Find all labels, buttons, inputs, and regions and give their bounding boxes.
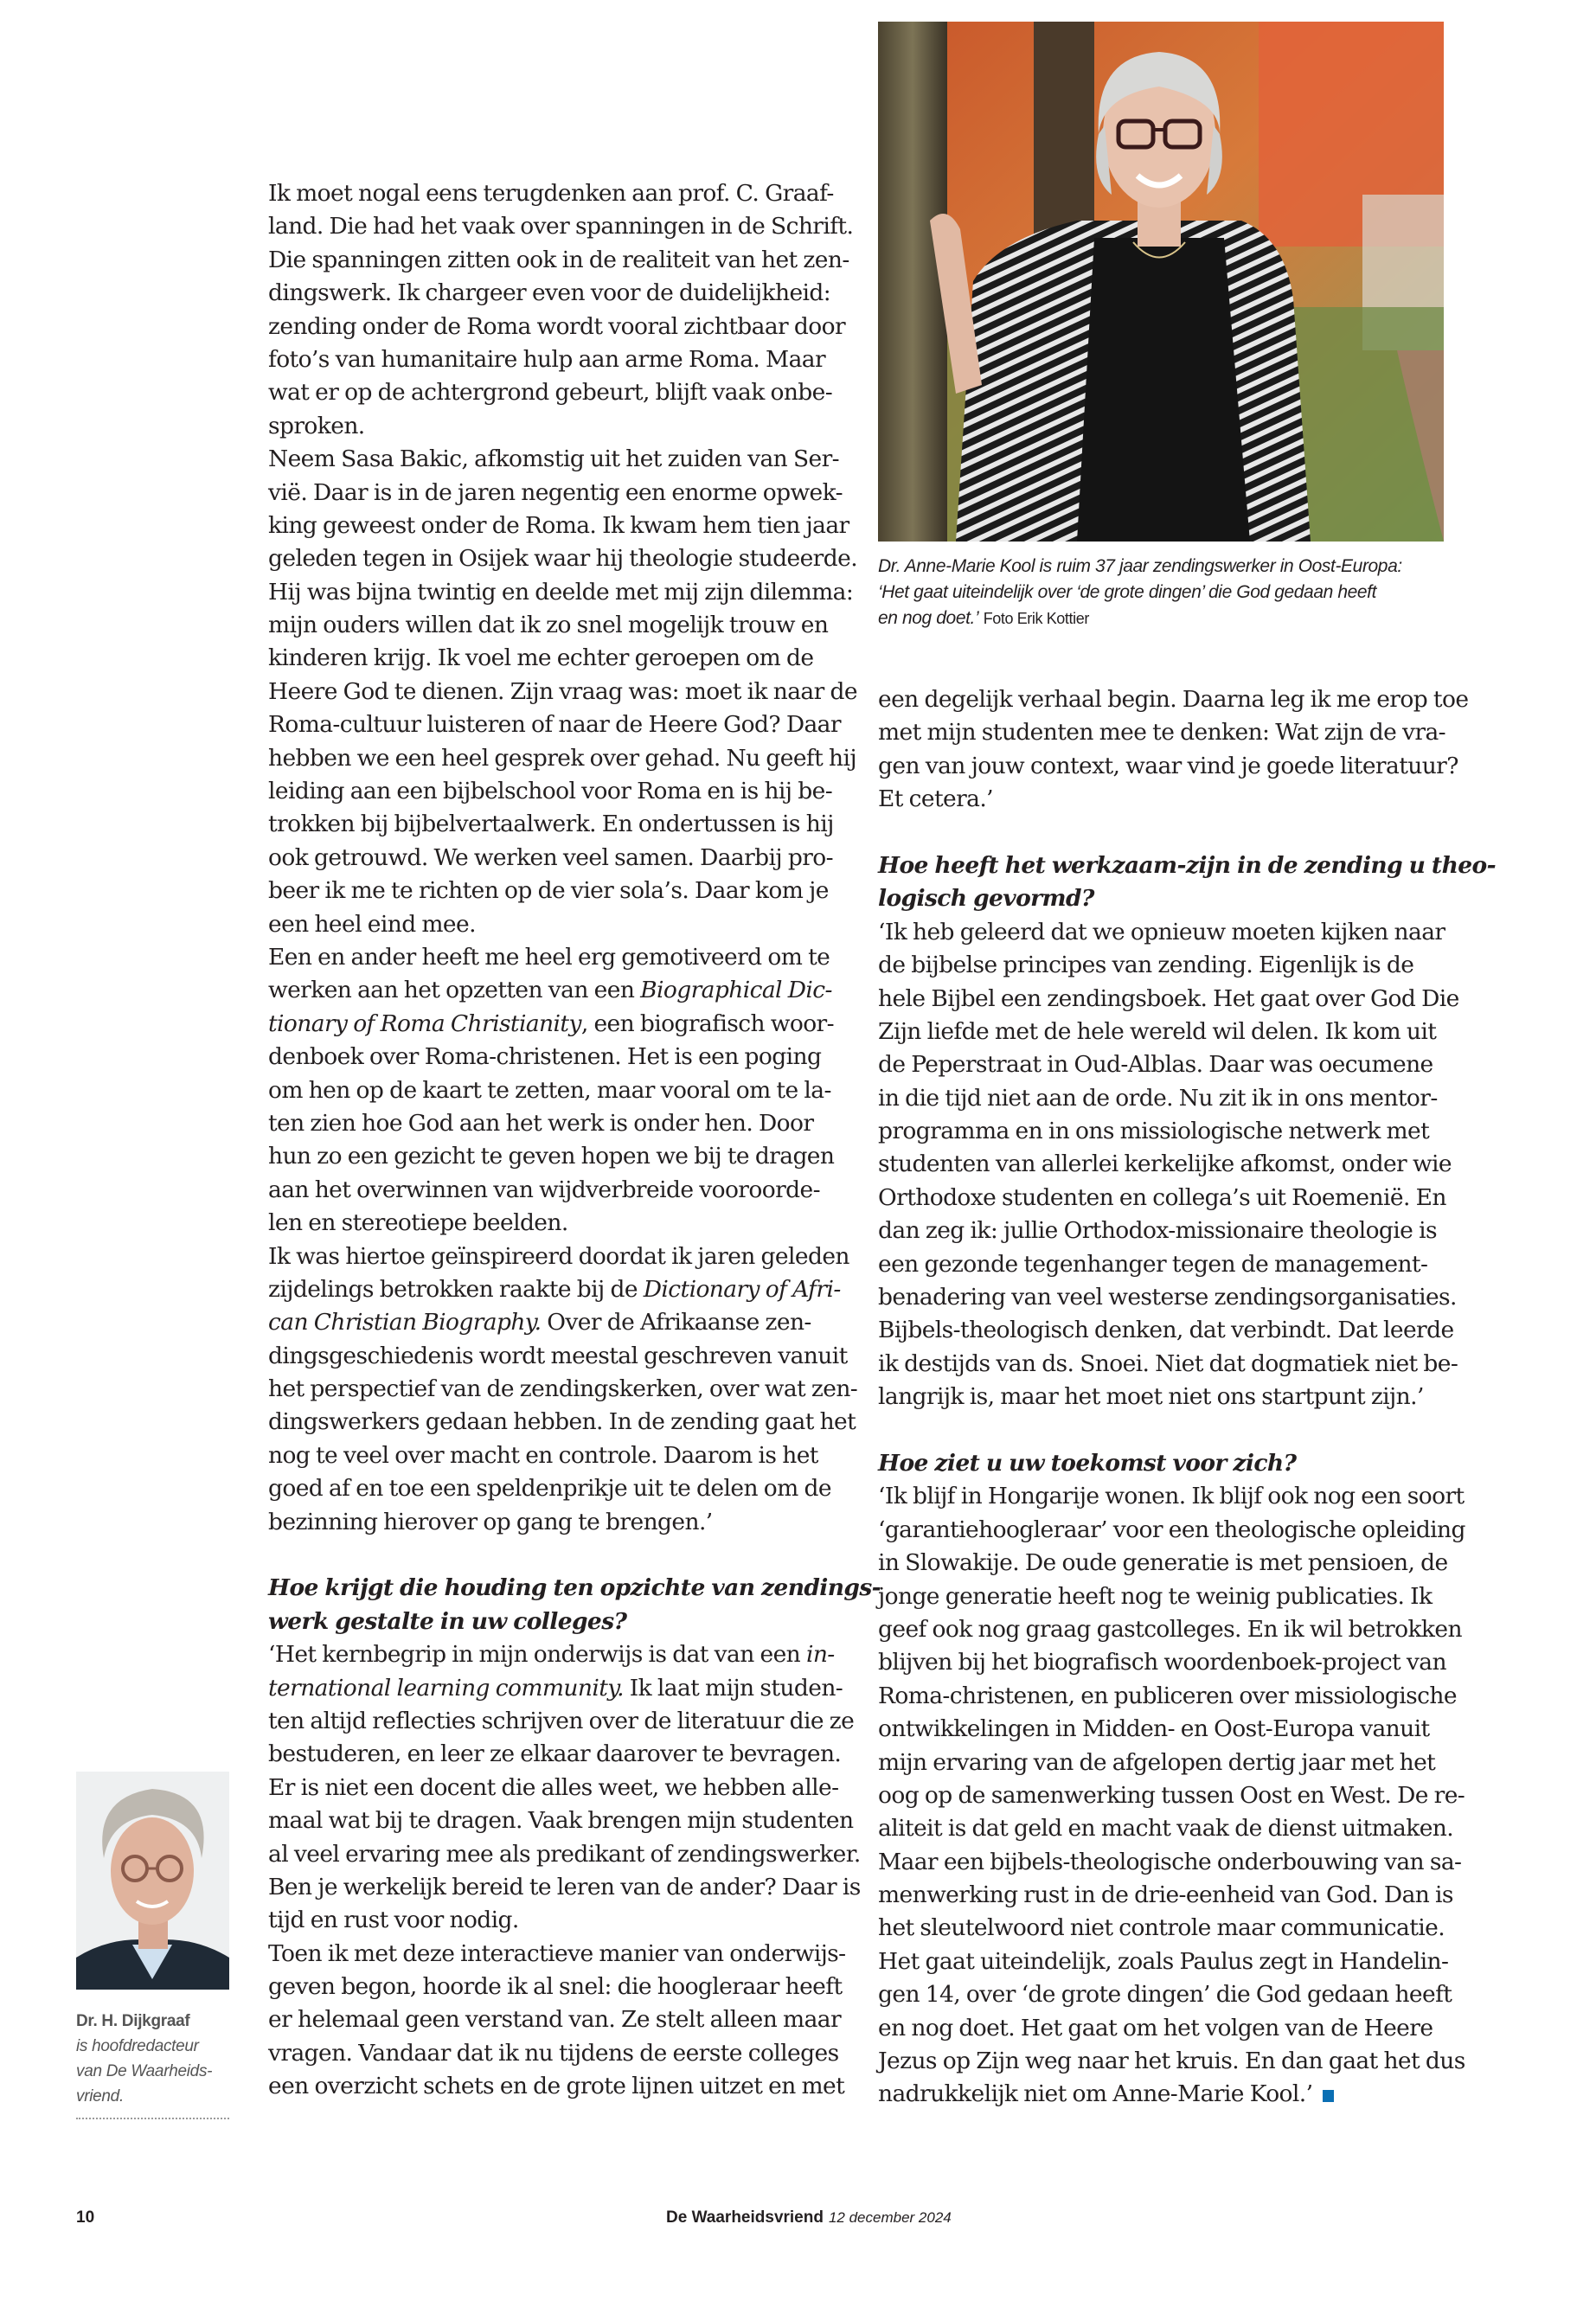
text-run: en nog doet. Het gaat om het volgen van de Heere: [878, 2014, 1433, 2041]
text-run: land. Die had het vaak over spanningen in de Schrift.: [268, 213, 854, 240]
text-run: ‘Ik heb geleerd dat we opnieuw moeten kijken naar: [878, 918, 1445, 945]
main-photo: [878, 22, 1444, 542]
text-line: [268, 1174, 839, 1207]
text-line: [268, 609, 839, 642]
text-line: [878, 1547, 1449, 1580]
text-line: [268, 1140, 839, 1173]
text-run: een gezonde tegenhanger tegen de management-: [878, 1250, 1428, 1278]
text-run: Hoe krijgt die houding ten opzichte van zendings-: [268, 1574, 881, 1602]
text-line: [878, 750, 1458, 783]
text-run: Ik was hiertoe geïnspireerd doordat ik jaren geleden: [268, 1242, 849, 1270]
text-run: logisch gevormd?: [878, 885, 1094, 913]
text-line: [268, 343, 839, 376]
text-run: het perspectief van de zendingskerken, over wat zen-: [268, 1375, 858, 1403]
text-run: Ik laat mijn studen-: [623, 1674, 843, 1702]
text-run: een heel eind mee.: [268, 910, 476, 938]
author-bio: [76, 2009, 232, 2109]
text-line: [268, 1738, 842, 1771]
text-run: Zijn liefde met de hele wereld wil delen. Ik kom uit: [878, 1017, 1437, 1045]
text-line: [878, 1215, 1449, 1247]
text-run: dingswerk. Ik chargeer even voor de duidelijkheid:: [268, 279, 831, 307]
text-line: [878, 1314, 1454, 1347]
text-run: wat er op de achtergrond gebeurt, blijft vaak onbe-: [268, 379, 833, 407]
text-run: Maar een bijbels-theologische onderbouwing van sa-: [878, 1848, 1462, 1875]
text-line: [878, 983, 1459, 1016]
text-run: Ik moet nogal eens terugdenken aan prof. C. Graaf-: [268, 180, 834, 207]
text-line: [268, 941, 839, 974]
text-line: [878, 916, 1449, 949]
text-line: [878, 2078, 1449, 2111]
text-run: Roma-cultuur luisteren of naar de Heere God? Daar: [268, 711, 841, 739]
text-run: ik destijds van ds. Snoei. Niet dat dogmatiek niet be-: [878, 1349, 1458, 1377]
photo-credit: Foto Erik Kottier: [983, 610, 1089, 627]
text-run: hun zo een gezicht te geven hopen we bij te dragen: [268, 1143, 835, 1170]
text-run: king geweest onder de Roma. Ik kwam hem tien jaar: [268, 511, 849, 539]
text-line: [268, 842, 839, 875]
author-portrait-illustration: [76, 1772, 229, 1990]
text-line: [878, 1812, 1454, 1845]
author-role-line: is hoofdredacteur: [76, 2037, 199, 2055]
text-line: [268, 1506, 839, 1539]
paragraph-spacer: [878, 817, 1449, 849]
text-run: Neem Sasa Bakic, afkomstig uit het zuiden van Ser-: [268, 445, 840, 473]
text-line: [878, 1182, 1449, 1215]
text-line: [268, 244, 849, 277]
text-run: het sleutelwoord niet controle maar communicatie.: [878, 1914, 1445, 1942]
text-run: gen 14, over ‘de grote dingen’ die God gedaan heeft: [878, 1981, 1452, 2009]
text-line: [268, 1406, 856, 1439]
text-line: [268, 642, 839, 675]
text-line: [268, 1705, 855, 1738]
text-line: [268, 742, 856, 775]
text-run: mijn ouders willen dat ik zo snel mogelijk trouw en: [268, 612, 829, 639]
text-run: gen van jouw context, waar vind je goede literatuur?: [878, 752, 1458, 779]
text-run: aan het overwinnen van wijdverbreide vooroorde-: [268, 1176, 820, 1203]
text-line: [268, 775, 839, 808]
text-line: [268, 1938, 846, 1971]
text-line: [268, 576, 854, 609]
text-line: [268, 1041, 839, 1074]
text-run: Het gaat uiteindelijk, zoals Paulus zegt in Handelin-: [878, 1947, 1449, 1975]
text-line: [268, 2003, 842, 2036]
text-line: [878, 1580, 1449, 1613]
italic-text: ternational learning community.: [268, 1674, 624, 1702]
text-run: goed af en toe een speldenprikje uit te delen om de: [268, 1475, 831, 1503]
text-run: leiding aan een bijbelschool voor Roma en is hij be-: [268, 778, 833, 805]
italic-text: Dictionary of Afri-: [643, 1275, 841, 1303]
text-line: [878, 783, 1449, 816]
text-line: [268, 542, 858, 575]
paragraph-spacer: [268, 1539, 839, 1572]
paragraph: [878, 916, 1459, 1414]
author-photo: [76, 1772, 229, 1990]
text-line: [268, 908, 839, 941]
text-line: [268, 1838, 861, 1871]
interview-question: [268, 1572, 881, 1638]
text-run: Orthodoxe studenten en collega’s uit Roemenië. En: [878, 1183, 1446, 1211]
text-line: [268, 477, 843, 510]
text-line: [878, 1016, 1449, 1048]
text-run: foto’s van humanitaire hulp aan arme Roma. Maar: [268, 345, 826, 373]
interview-question: [878, 849, 1496, 916]
text-run: bestuderen, en leer ze elkaar daarover te bevragen.: [268, 1740, 842, 1768]
text-line: [268, 1008, 839, 1041]
text-line: [268, 443, 839, 476]
text-line: [878, 882, 1449, 915]
paragraph: [268, 443, 858, 941]
text-run: oog op de samenwerking tussen Oost en West. De re-: [878, 1781, 1465, 1809]
author-divider: [76, 2118, 229, 2119]
text-run: benadering van veel westerse zendingsorganisaties.: [878, 1284, 1457, 1311]
text-line: [268, 1340, 848, 1373]
text-line: [268, 1606, 839, 1638]
text-run: in Slowakije. De oude generatie is met pensioen, de: [878, 1549, 1448, 1577]
text-run: Heere God te dienen. Zijn vraag was: moet ik naar de: [268, 677, 857, 705]
text-line: [878, 1680, 1457, 1713]
text-run: ‘Het kernbegrip in mijn onderwijs is dat van een: [268, 1641, 806, 1669]
text-line: [268, 1074, 839, 1107]
text-run: mijn ervaring van de afgelopen dertig jaar met het: [878, 1748, 1436, 1776]
text-line: [878, 1514, 1465, 1547]
italic-text: in-: [805, 1641, 835, 1669]
text-line: [268, 1306, 839, 1339]
text-run: de bijbelse principes van zending. Eigenlijk is de: [878, 952, 1414, 979]
text-run: dingsgeschiedenis wordt meestal geschreven vanuit: [268, 1342, 848, 1369]
text-run: Roma-christenen, en publiceren over missiologische: [878, 1682, 1457, 1709]
text-run: ten altijd reflecties schrijven over de literatuur die ze: [268, 1707, 855, 1734]
photo-caption: [878, 554, 1449, 631]
paragraph: [268, 941, 839, 1240]
text-line: [878, 1281, 1457, 1314]
caption-line: ‘Het gaat uiteindelijk over ‘de grote dingen’ die God gedaan heeft: [878, 582, 1377, 602]
text-line: [268, 875, 839, 907]
text-run: Er is niet een docent die alles weet, we hebben alle-: [268, 1773, 839, 1801]
text-run: bezinning hierover op gang te brengen.’: [268, 1508, 713, 1535]
text-line: [268, 708, 839, 741]
footer-publication: [666, 2208, 952, 2227]
text-run: beer ik me te richten op de vier sola’s. Daar kom je: [268, 877, 829, 905]
text-line: [878, 716, 1449, 749]
text-run: Een en ander heeft me heel erg gemotiveerd om te: [268, 943, 830, 971]
text-line: [268, 1373, 858, 1406]
text-line: [268, 1240, 849, 1273]
portrait-illustration: [878, 22, 1444, 542]
text-run: om hen op de kaart te zetten, maar vooral om te la-: [268, 1076, 831, 1104]
italic-text: can Christian Biography.: [268, 1309, 542, 1336]
text-run: zending onder de Roma wordt vooral zichtbaar door: [268, 312, 846, 340]
text-run: in die tijd niet aan de orde. Nu zit ik in ons mentor-: [878, 1084, 1438, 1112]
text-line: [878, 1912, 1449, 1945]
text-line: [268, 1572, 881, 1605]
text-run: menwerking rust in de drie-eenheid van God. Dan is: [878, 1881, 1453, 1909]
text-line: [878, 1846, 1462, 1879]
text-run: ontwikkelingen in Midden- en Oost-Europa vanuit: [878, 1715, 1430, 1743]
author-role-line: vriend.: [76, 2087, 124, 2106]
text-run: ten zien hoe God aan het werk is onder hen. Door: [268, 1109, 814, 1137]
text-line: [878, 2045, 1465, 2078]
text-run: trokken bij bijbelvertaalwerk. En ondertussen is hij: [268, 811, 834, 838]
text-line: [878, 2012, 1449, 2045]
text-line: [268, 1772, 839, 1804]
article-column-left: [268, 177, 881, 2104]
text-line: [878, 1480, 1465, 1513]
text-line: [878, 1248, 1449, 1281]
text-run: werken aan het opzetten van een: [268, 977, 641, 1004]
text-run: er helemaal geen verstand van. Ze stelt alleen maar: [268, 2006, 842, 2034]
text-line: [268, 2070, 845, 2103]
issue-date: 12 december 2024: [828, 2209, 952, 2226]
paragraph-spacer: [878, 1414, 1449, 1447]
text-line: [878, 1613, 1462, 1646]
text-run: geleden tegen in Osijek waar hij theologie studeerde.: [268, 545, 858, 573]
text-line: [268, 2037, 839, 2070]
text-run: de Peperstraat in Oud-Alblas. Daar was oecumene: [878, 1051, 1433, 1079]
text-line: [878, 1713, 1449, 1746]
text-run: len en stereotiepe beelden.: [268, 1209, 568, 1237]
text-run: hele Bijbel een zendingsboek. Het gaat over God Die: [878, 984, 1459, 1012]
text-run: ‘garantiehoogleraar’ voor een theologische opleiding: [878, 1516, 1465, 1543]
text-run: aliteit is dat geld en macht vaak de dienst uitmaken.: [878, 1815, 1454, 1843]
text-run: Die spanningen zitten ook in de realiteit van het zen-: [268, 246, 849, 273]
text-line: [268, 1207, 839, 1240]
text-line: [878, 1348, 1458, 1381]
text-line: [268, 1904, 839, 1937]
text-line: [268, 1273, 839, 1306]
text-run: kinderen krijg. Ik voel me echter geroepen om de: [268, 644, 814, 672]
text-run: langrijk is, maar het moet niet ons startpunt zijn.’: [878, 1383, 1424, 1411]
text-line: [268, 311, 846, 343]
text-run: Jezus op Zijn weg naar het kruis. En dan gaat het dus: [878, 2048, 1465, 2075]
text-line: [878, 849, 1496, 882]
text-run: geef ook nog graag gastcolleges. En ik wil betrokken: [878, 1615, 1462, 1643]
text-run: vië. Daar is in de jaren negentig een enorme opwek-: [268, 478, 843, 506]
text-line: [268, 1971, 843, 2003]
text-run: geven begon, hoorde ik al snel: die hoogleraar heeft: [268, 1973, 843, 2001]
text-run: werk gestalte in uw colleges?: [268, 1607, 627, 1635]
text-run: nadrukkelijk niet om Anne-Marie Kool.’: [878, 2080, 1313, 2108]
text-run: hebben we een heel gesprek over gehad. Nu geeft hij: [268, 744, 856, 772]
text-run: programma en in ons missiologische netwerk met: [878, 1118, 1430, 1145]
interview-question: [878, 1447, 1449, 1480]
text-line: [878, 1747, 1449, 1779]
caption-line: en nog doet.’: [878, 608, 979, 628]
paragraph: [268, 1240, 858, 1540]
text-run: blijven bij het biografisch woordenboek-project van: [878, 1649, 1446, 1676]
paragraph: [268, 1938, 846, 2104]
text-run: met mijn studenten mee te denken: Wat zijn de vra-: [878, 719, 1446, 747]
text-run: Hoe heeft het werkzaam-zijn in de zending u theo-: [878, 851, 1496, 879]
text-run: jonge generatie heeft nog te weinig publicaties. Ik: [878, 1582, 1433, 1610]
text-run: Et cetera.’: [878, 785, 993, 813]
publication-name: De Waarheidsvriend: [666, 2208, 824, 2227]
text-run: ‘Ik blijf in Hongarije wonen. Ik blijf ook nog een soort: [878, 1483, 1465, 1510]
caption-line: Dr. Anne-Marie Kool is ruim 37 jaar zendingswerker in Oost-Europa:: [878, 556, 1402, 576]
text-line: [268, 277, 839, 310]
text-line: [878, 1148, 1452, 1181]
italic-text: tionary of Roma Christianity: [268, 1009, 581, 1037]
text-line: [878, 1115, 1449, 1148]
paragraph: [268, 1638, 861, 1938]
text-line: [268, 376, 839, 409]
text-line: [268, 1107, 839, 1140]
text-run: denboek over Roma-christenen. Het is een poging: [268, 1043, 822, 1071]
text-line: [268, 974, 839, 1007]
text-run: sproken.: [268, 412, 365, 439]
text-run: Toen ik met deze interactieve manier van onderwijs-: [268, 1939, 846, 1967]
text-run: Bijbels-theologisch denken, dat verbindt. Dat leerde: [878, 1317, 1454, 1344]
paragraph: [878, 1480, 1465, 2111]
text-line: [268, 676, 857, 708]
text-run: maal wat bij te dragen. Vaak brengen mijn studenten: [268, 1807, 854, 1835]
text-line: [878, 1646, 1449, 1679]
text-line: [878, 1447, 1449, 1480]
text-line: [268, 410, 839, 443]
end-of-article-mark: [1323, 2090, 1334, 2102]
text-run: nog te veel over macht en controle. Daarom is het: [268, 1441, 818, 1469]
author-role-line: van De Waarheids-: [76, 2062, 213, 2080]
article-column-right: [878, 683, 1496, 2112]
text-run: vragen. Vandaar dat ik nu tijdens de eerste colleges: [268, 2039, 839, 2067]
text-line: [878, 1381, 1449, 1413]
text-line: [268, 1672, 843, 1705]
text-line: [878, 949, 1449, 982]
italic-text: Biographical Dic-: [640, 977, 832, 1004]
text-line: [268, 210, 854, 243]
text-run: Hoe ziet u uw toekomst voor zich?: [878, 1449, 1297, 1477]
page-number: 10: [76, 2208, 95, 2227]
text-line: [878, 1945, 1449, 1978]
text-run: zijdelings betrokken raakte bij de: [268, 1275, 644, 1303]
text-line: [878, 1879, 1453, 1912]
text-run: Ben je werkelijk bereid te leren van de ander? Daar is: [268, 1873, 861, 1900]
paragraph: [268, 177, 854, 443]
author-name: Dr. H. Dijkgraaf: [76, 2012, 190, 2030]
text-run: dan zeg ik: jullie Orthodox-missionaire theologie is: [878, 1217, 1437, 1245]
text-line: [268, 1638, 839, 1671]
text-run: Over de Afrikaanse zen-: [541, 1309, 811, 1336]
text-line: [878, 1779, 1465, 1812]
text-line: [268, 177, 839, 210]
text-run: tijd en rust voor nodig.: [268, 1907, 519, 1934]
text-line: [268, 1439, 839, 1472]
paragraph: [878, 683, 1469, 817]
text-line: [268, 1871, 861, 1904]
text-line: [878, 683, 1469, 716]
text-line: [878, 1978, 1452, 2011]
text-line: [268, 808, 839, 841]
text-run: studenten van allerlei kerkelijke afkomst, onder wie: [878, 1150, 1452, 1178]
text-run: al veel ervaring mee als predikant of zendingswerker.: [268, 1840, 861, 1868]
text-run: ook getrouwd. We werken veel samen. Daarbij pro-: [268, 843, 834, 871]
text-run: , een biografisch woor-: [580, 1009, 834, 1037]
text-run: een degelijk verhaal begin. Daarna leg ik me erop toe: [878, 686, 1469, 713]
text-run: dingswerkers gedaan hebben. In de zending gaat het: [268, 1408, 856, 1436]
text-line: [268, 1804, 854, 1837]
text-run: Hij was bijna twintig en deelde met mij zijn dilemma:: [268, 578, 854, 606]
text-line: [878, 1048, 1449, 1081]
text-line: [268, 1472, 839, 1505]
text-line: [878, 1082, 1449, 1115]
text-run: een overzicht schets en de grote lijnen uitzet en met: [268, 2073, 845, 2100]
text-line: [268, 510, 849, 542]
